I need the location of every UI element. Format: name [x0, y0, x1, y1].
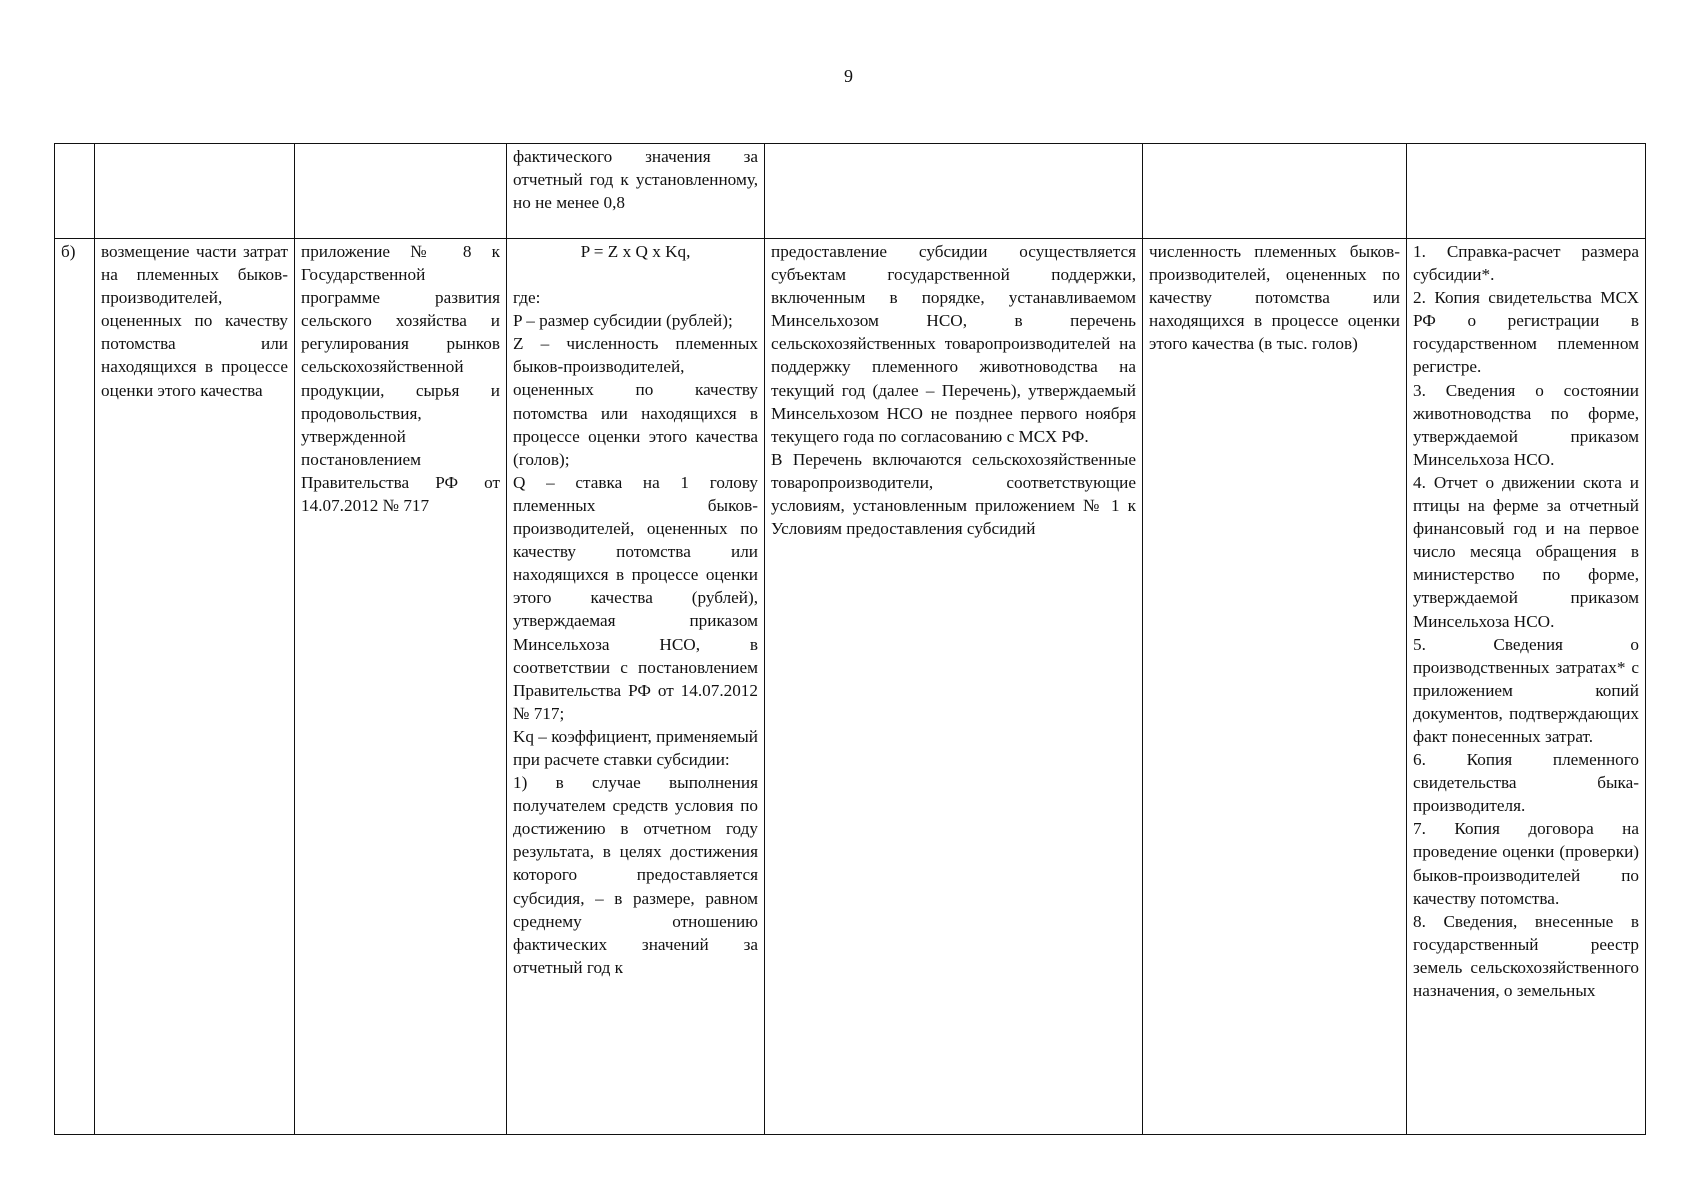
formula-paragraph: 1) в случае выполнения получателем средств условия по достижению в отчетном году результата, в целях достижения которого предоставляется субсидия, – в размере, равном среднему отношению фактических значений за отчетный год к — [513, 773, 758, 977]
measure-name-cell — [95, 144, 295, 239]
measure-name-cell: возмещение части затрат на племенных быков-производителей, оцененных по качеству потомства или находящихся в процессе оценки этого качества — [95, 239, 295, 1135]
subsidy-table — [54, 143, 1646, 1135]
documents-cell — [1407, 144, 1646, 239]
formula-expression: P = Z x Q x Kq, — [580, 242, 691, 261]
legal-basis-cell — [295, 144, 507, 239]
indicator-cell: численность племенных быков-производителей, оцененных по качеству потомства или находящихся в процессе оценки этого качества (в тыс. голов) — [1143, 239, 1407, 1135]
formula-paragraph: фактического значения за отчетный год к установленному, но не менее 0,8 — [513, 147, 758, 213]
formula-paragraph: где: — [513, 288, 541, 308]
documents-cell — [1407, 239, 1646, 1135]
formula-spacer — [513, 263, 758, 286]
conditions-cell — [765, 144, 1143, 239]
formula-cell — [507, 239, 765, 1135]
table-row — [55, 239, 1646, 1135]
document-item: 4. Отчет о движении скота и птицы на ферме за отчетный финансовый год и на первое число месяца обращения в министерство по форме, утверждаемой приказом Минсельхоза НСО. — [1413, 472, 1639, 631]
table-row — [55, 144, 1646, 239]
document-item: 1. Справка-расчет размера субсидии*. — [1413, 242, 1639, 285]
row-number-cell — [55, 144, 95, 239]
document-item: 7. Копия договора на проведение оценки (проверки) быков-производителей по качеству потомства. — [1413, 819, 1639, 908]
document-item: 2. Копия свидетельства МСХ РФ о регистрации в государственном племенном регистре. — [1413, 288, 1639, 377]
conditions-cell — [765, 239, 1143, 1135]
page-number: 9 — [844, 66, 853, 86]
formula-paragraph: P – размер субсидии (рублей); — [513, 311, 733, 331]
formula-paragraph: Z – численность племенных быков-производителей, оцененных по качеству потомства или находящихся в процессе оценки этого качества (голов); — [513, 334, 758, 469]
document-item: 8. Сведения, внесенные в государственный реестр земель сельскохозяйственного назначения, о земельных — [1413, 911, 1639, 1000]
indicator-cell — [1143, 144, 1407, 239]
document-item: 6. Копия племенного свидетельства быка-производителя. — [1413, 750, 1639, 816]
legal-basis-cell: приложение № 8 к Государственной программе развития сельского хозяйства и регулирования рынков сельскохозяйственной продукции, сырья и продовольствия, утвержденной постановлением Правительства РФ от 14.07.2012 № 717 — [295, 239, 507, 1135]
document-item: 5. Сведения о производственных затратах* с приложением копий документов, подтверждающих факт понесенных затрат. — [1413, 634, 1639, 746]
formula-cell — [507, 144, 765, 239]
document-item: 3. Сведения о состоянии животноводства по форме, утверждаемой приказом Минсельхоза НСО. — [1413, 380, 1639, 469]
conditions-paragraph: В Перечень включаются сельскохозяйственные товаропроизводители, соответствующие условиям, установленным приложением № 1 к Условиям предоставления субсидий — [771, 449, 1136, 539]
formula-paragraph: Kq – коэффициент, применяемый при расчете ставки субсидии: — [513, 726, 759, 769]
row-number-cell: б) — [55, 239, 95, 1135]
formula-paragraph: Q – ставка на 1 голову племенных быков-производителей, оцененных по качеству потомства или находящихся в процессе оценки этого качества (рублей), утверждаемая приказом Минсельхоза НСО, в соответствии с постановлением Правительства РФ от 14.07.2012 № 717; — [513, 472, 758, 723]
conditions-paragraph: предоставление субсидии осуществляется субъектам государственной поддержки, включенным в порядке, устанавливаемом Минсельхозом НСО, в перечень сельскохозяйственных товаропроизводителей на поддержку племенного животноводства на текущий год (далее – Перечень), утверждаемый Минсельхозом НСО не позднее первого ноября текущего года по согласованию с МСХ РФ. — [771, 242, 1136, 446]
